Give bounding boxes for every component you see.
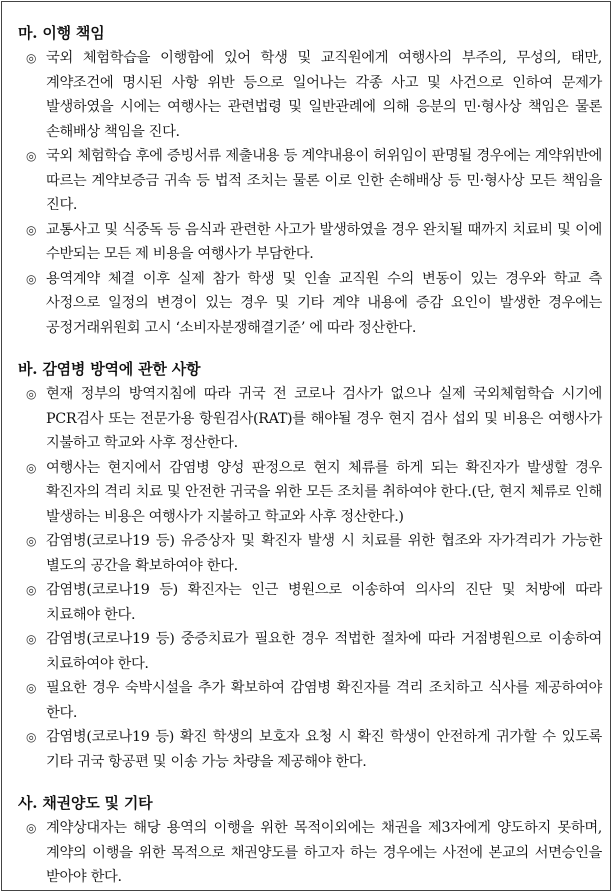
- clause-text: 감염병(코로나19 등) 유증상자 및 확진자 발생 시 치료를 위한 협조와 자가격리가 가능한 별도의 공간을 확보하여야 한다.: [46, 533, 602, 574]
- bullet-icon: ◎: [26, 222, 37, 237]
- section-infection-control: [18, 358, 602, 774]
- clause-text: 필요한 경우 숙박시설을 추가 확보하여 감염병 확진자를 격리 조치하고 식사를 제공하여야 한다.: [46, 680, 602, 721]
- clause-item: [18, 456, 602, 530]
- clause-list: [18, 816, 602, 890]
- bullet-icon: ◎: [26, 460, 37, 475]
- clause-item: [18, 144, 602, 218]
- bullet-icon: ◎: [26, 681, 37, 695]
- bullet-icon: ◎: [26, 583, 37, 597]
- section-title: 사. 채권양도 및 기타: [18, 794, 153, 812]
- clause-text: 여행사는 현지에서 감염병 양성 판정으로 현지 체류를 하게 되는 확진자가 발생할 경우 확진자의 격리 치료 및 안전한 귀국을 위한 모든 조치를 취하여야 한다.(단, 현지 체류로 인해 발생하는 비용은 여행사가 지불하고 학교와 사후 정산한다.): [46, 459, 602, 525]
- bullet-icon: ◎: [26, 730, 37, 744]
- clause-item: [18, 627, 602, 676]
- document-page: [1, 1, 611, 891]
- clause-list: [18, 382, 602, 774]
- section-title: 바. 감염병 방역에 관한 사항: [18, 360, 201, 378]
- clause-item: [18, 267, 602, 341]
- clause-text: 감염병(코로나19 등) 중증치료가 필요한 경우 적법한 절차에 따라 거점병원으로 이송하여 치료하여야 한다.: [46, 631, 602, 672]
- bullet-icon: ◎: [26, 534, 37, 548]
- clause-item: [18, 578, 602, 627]
- bullet-icon: ◎: [26, 821, 37, 835]
- clause-text: 현재 정부의 방역지침에 따라 귀국 전 코로나 검사가 없으나 실제 국외체험학습 시기에 PCR검사 또는 전문가용 항원검사(RAT)를 해야될 경우 현지 검사 섭외 및 비용은 여행사가 지불하고 학교와 사후 정산한다.: [46, 386, 602, 451]
- clause-item: [18, 676, 602, 725]
- clause-list: [18, 46, 602, 340]
- clause-item: [18, 529, 602, 578]
- bullet-icon: ◎: [26, 271, 37, 286]
- bullet-icon: ◎: [26, 149, 37, 163]
- bullet-icon: ◎: [26, 632, 37, 646]
- section-title: 마. 이행 책임: [18, 24, 105, 42]
- clause-item: [18, 382, 602, 456]
- clause-text: 감염병(코로나19 등) 확진 학생의 보호자 요청 시 확진 학생이 안전하게 귀가할 수 있도록 기타 귀국 항공편 및 이송 가능 차량을 제공해야 한다.: [46, 729, 602, 770]
- clause-text: 국외 체험학습을 이행함에 있어 학생 및 교직원에게 여행사의 부주의, 무성의, 태만, 계약조건에 명시된 사항 위반 등으로 일어나는 각종 사고 및 사건으로 인하여 문제가 발생하였을 시에는 여행사는 관련법령 및 일반관례에 의해 응분의 민·형사상 책임은 물론 손해배상 책임을 진다.: [46, 50, 602, 140]
- clause-item: [18, 218, 602, 267]
- clause-item: [18, 816, 602, 890]
- clause-item: [18, 725, 602, 774]
- clause-text: 감염병(코로나19 등) 확진자는 인근 병원으로 이송하여 의사의 진단 및 처방에 따라 치료해야 한다.: [46, 582, 602, 623]
- bullet-icon: ◎: [26, 51, 37, 65]
- clause-text: 계약상대자는 해당 용역의 이행을 위한 목적이외에는 채권을 제3자에게 양도하지 못하며, 계약의 이행을 위한 목적으로 채권양도를 하고자 하는 경우에는 사전에 본교의 서면승인을 받아야 한다.: [46, 820, 602, 885]
- clause-item: [18, 46, 602, 144]
- section-performance-liability: [18, 22, 602, 340]
- clause-text: 국외 체험학습 후에 증빙서류 제출내용 등 계약내용이 허위임이 판명될 경우에는 계약위반에 따르는 계약보증금 귀속 등 법적 조치는 물론 이로 인한 손해배상 등 민·형사상 모든 책임을 진다.: [46, 148, 602, 213]
- clause-text: 용역계약 체결 이후 실제 참가 학생 및 인솔 교직원 수의 변동이 있는 경우와 학교 측 사정으로 일정의 변경이 있는 경우 및 기타 계약 내용에 증감 요인이 발생한 경우에는 공정거래위원회 고시 ‘소비자분쟁해결기준’ 에 따라 정산한다.: [46, 270, 602, 336]
- section-claim-assignment: [18, 792, 602, 890]
- clause-text: 교통사고 및 식중독 등 음식과 관련한 사고가 발생하였을 경우 완치될 때까지 치료비 및 이에 수반되는 모든 제 비용을 여행사가 부담한다.: [46, 221, 602, 262]
- bullet-icon: ◎: [26, 387, 37, 401]
